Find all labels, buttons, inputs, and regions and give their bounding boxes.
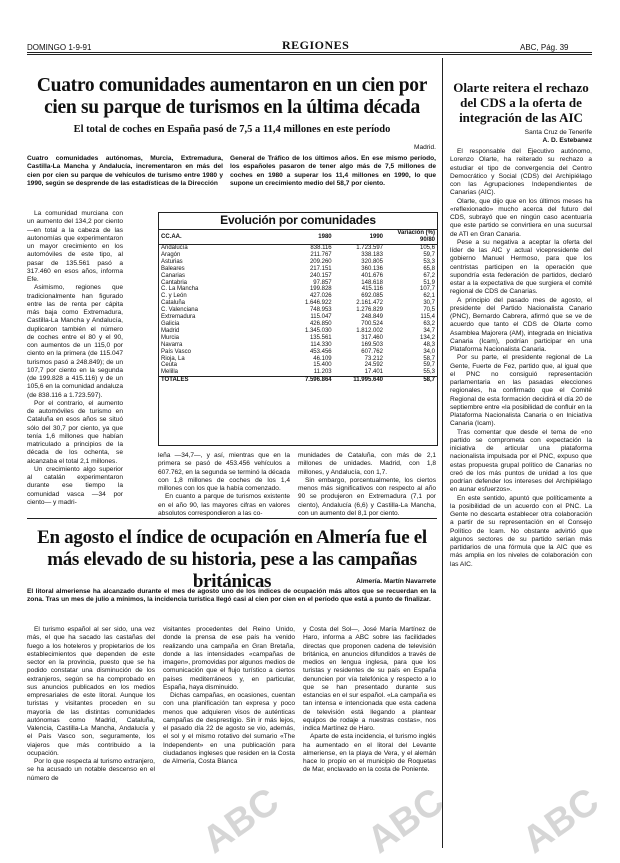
paragraph: La comunidad murciana con un aumento del 134,2 por ciento —en total a la cabeza de las autonomías que experimentaron un mayor crecimiento en los automóviles de este tipo, al pasar de 135.561 pasó a 317.460 en esos años, informa Efe. <box>27 210 123 283</box>
table-cell: Melilla <box>161 369 179 376</box>
paragraph: Por su parte, el presidente regional de La Gente, Fuerte de Fez, partido que, al igual que el PNC no consiguió representación parlamentaria en las pasadas elecciones regionales, ha confirmado que el Comité Regional de esta formación decidirá el día 20 de septiembre entre «la posibilidad de confluir en la Plataforma Nacionalista Canaria o en Iniciativa Canaria (Icam). <box>450 354 592 428</box>
table-cell: Andalucía <box>161 245 188 251</box>
table-cell: 169.503 <box>361 341 383 348</box>
table-cell: 427.026 <box>309 293 332 300</box>
table-cell: 55,3 <box>423 369 435 376</box>
table-cell: Cataluña <box>161 300 186 307</box>
article1-column-1 <box>27 210 123 510</box>
table-row <box>159 266 437 273</box>
article1-dateline: Madrid. <box>414 144 436 151</box>
table-row <box>159 335 437 342</box>
paragraph: Un crecimiento algo superior al catalán experimentaron durante ese tiempo la comunidad vasca —34 por ciento— y madri- <box>27 465 123 506</box>
table-cell: 211.767 <box>310 251 332 258</box>
table-cell: 240.157 <box>309 272 332 279</box>
table-header: 1990 <box>369 233 383 240</box>
table-row <box>159 328 437 335</box>
table-cell: 62,1 <box>423 293 435 300</box>
table-cell: 11.203 <box>313 369 332 376</box>
article3-author: A. D. Estebanez <box>542 137 592 144</box>
table-row <box>159 356 437 363</box>
table-cell: 115,4 <box>420 314 435 321</box>
table-row <box>159 307 437 314</box>
table-cell: 51,9 <box>423 279 435 286</box>
table-cell: C. La Mancha <box>161 286 199 293</box>
table-cell: 73.212 <box>364 355 383 362</box>
abc-watermark: ABC <box>195 780 287 862</box>
table-totals-row <box>159 377 437 384</box>
table-cell: 53,3 <box>423 258 435 265</box>
article2-byline: Almería. Martín Navarrete <box>356 578 436 585</box>
table-cell: 58,7 <box>423 377 435 384</box>
table-cell: 426.850 <box>309 320 332 327</box>
table-header: CC.AA. <box>161 233 182 240</box>
paragraph: y Costa del Sol—, José María Martínez de Haro, informa a ABC sobre las facilidades directas que proponen cadena de televisión británica, en anuncios difundidos a través de medios en lengua inglesa, para que los turistas y residentes de su país en España denuncien por vía telefónica y respecto a lo que se han presentado durante sus estancias en el sur español. «La campaña es tan intensa e intencionada que esta cadena de televisión está llegando a plantear equipos de rodaje a nuestras costas», nos indica Martínez de Haro. <box>303 626 436 732</box>
table-cell: 607.762 <box>361 348 383 355</box>
article1-column-4 <box>298 452 436 517</box>
table-cell: 1.646.922 <box>304 300 332 307</box>
table-cell: 63,2 <box>423 320 435 327</box>
table-cell: 34,0 <box>423 348 435 355</box>
page-number: ABC, Pág. 39 <box>520 43 569 52</box>
table-cell: 317.460 <box>361 334 383 341</box>
article1-subheadline: El total de coches en España pasó de 7,5 a 11,4 millones en este período <box>73 124 391 135</box>
table-cell: 24.592 <box>364 362 383 369</box>
table-cell: 7.596.864 <box>304 377 332 384</box>
table-row <box>159 286 437 293</box>
paragraph: Aparte de esta incidencia, el turismo inglés ha aumentado en el litoral del Levante almeriense, en la playa de Vera, y el alemán hace lo propio en el municipio de Roquetas de Mar, enclavado en la costa de Poniente. <box>303 733 436 774</box>
paragraph: Tras comentar que desde el tema de «no partido se comprometa con expectación la iniciativa de articular una plataforma nacionalista impulsada por el PNC, expuso que estas propuesta grupal político de Canarias no creó de los más puntos de unidad a los que podrían defender los intereses del Archipiélago en aunar esfuerzos». <box>450 428 592 494</box>
issue-date: DOMINGO 1-9-91 <box>27 43 92 52</box>
table-row <box>159 362 437 369</box>
table-cell: 415.116 <box>361 286 383 293</box>
table-header: Variación (%) 90/80 <box>397 230 435 243</box>
table-cell: 1.276.829 <box>356 307 383 314</box>
table-cell: Aragón <box>161 251 181 258</box>
data-table <box>158 212 438 446</box>
abc-watermark: ABC <box>360 780 452 862</box>
table-cell: 48,3 <box>423 341 435 348</box>
header-rule-2 <box>27 54 592 55</box>
column-divider <box>442 58 443 848</box>
table-cell: Galicia <box>161 320 180 327</box>
article2-headline: En agosto el índice de ocupación en Almería fue el más elevado de su historia, pese a las campañas británicas <box>37 527 427 592</box>
paragraph: En este sentido, apuntó que políticamente a la posibilidad de un acuerdo con el PNC. La Gente no descarta establecer otra colaboración a partir de su representación en el Consejo Político de Icam. No obstante advirtió que algunos sectores de su partido serían más partidarios de una fórmula que la AIC que es más amplia en los niveles de colaboración con las AIC. <box>450 494 592 568</box>
table-cell: 97.857 <box>313 279 332 286</box>
table-row <box>159 300 437 307</box>
table-row <box>159 293 437 300</box>
paragraph: En cuanto a parque de turismos existente en el año 90, las mayores cifras en valores absolutos correspondieron a las co- <box>158 493 290 517</box>
table-row <box>159 369 437 376</box>
table-cell: 11.995.640 <box>353 377 383 384</box>
table-cell: 67,2 <box>423 272 435 279</box>
paragraph: Pese a su negativa a aceptar la oferta del líder de las AIC y actual vicepresidente del gobierno Manuel Hermoso, para que los centristas participen en la operación que supondría esta federación de partidos, declaró estar a la expectativa de que surgiera el comité regional de CDS de Canarias. <box>450 238 592 296</box>
paragraph: El turismo español al ser sido, una vez más, el que ha sacado las castañas del fuego a los hoteleros y propietarios de los establecimientos que dependen de este sector en la provincia, puesto que se ha podido constatar una disminución de los extranjeros, según se ha comprobado en sus anuncios publicados en los medios empresariales de este litoral. Aunque los turistas y visitantes proceden en su mayoría de las distintas comunidades autónomas como Madrid, Cataluña, Valencia, Castilla-La Mancha, Andalucía y el País Vasco son, seguramente, los viajeros que más contribuido a la ocupación. <box>27 626 155 757</box>
table-cell: 1.812.002 <box>356 327 383 334</box>
table-title: Evolución por comunidades <box>159 213 437 230</box>
table-cell: 107,7 <box>419 286 435 293</box>
table-cell: 59,7 <box>423 362 435 369</box>
table-cell: 148.618 <box>361 279 383 286</box>
table-cell: 401.676 <box>361 272 383 279</box>
table-cell: 838.116 <box>310 245 332 251</box>
table-row <box>159 342 437 349</box>
table-cell: 70,5 <box>423 307 435 314</box>
table-cell: Cantabria <box>161 279 188 286</box>
article3-dateline: Santa Cruz de Tenerife <box>524 129 592 136</box>
table-cell: 1.723.597 <box>356 245 383 251</box>
table-cell: 34,7 <box>423 327 435 334</box>
table-cell: 2.161.472 <box>356 300 383 307</box>
article3-headline: Olarte reitera el rechazo del CDS a la oferta de integración de las AIC <box>453 80 589 125</box>
table-cell: 15.400 <box>313 362 332 369</box>
article1-column-3 <box>158 452 290 517</box>
paragraph: Sin embargo, porcentualmente, los ciertos menos más significativos con respecto al año 90 se produjeron en Extremadura (7,1 por ciento), Andalucía (6,6) y Castilla-La Mancha, con un aumento del 8,1 por ciento. <box>298 476 436 517</box>
article1-headline: Cuatro comunidades aumentaron en un cien por cien su parque de turismos en la última década <box>36 75 428 118</box>
table-cell: País Vasco <box>161 348 191 355</box>
table-cell: Asturias <box>161 258 183 265</box>
paragraph: Por el contrario, el aumento de automóviles de turismo en Cataluña en esos años se situó sólo del 30,7 por ciento, ya que tenía 1,6 millones que habían matriculado a principios de la década de los ochenta, se alcanzaba el total 2,1 millones. <box>27 399 123 465</box>
table-cell: 46.109 <box>313 355 332 362</box>
article3-body <box>450 148 592 850</box>
paragraph: El responsable del Ejecutivo autónomo, Lorenzo Olarte, ha reiterado su rechazo a estudiar el tipo de convergencia del Centro Democrático y Social (CDS) del Archipiélago con las Agrupaciones Independientes de Canarias (AIC). <box>450 148 592 197</box>
table-cell: Rioja, La <box>161 355 185 362</box>
table-cell: 360.136 <box>361 265 383 272</box>
table-cell: 453.456 <box>309 348 332 355</box>
table-row <box>159 252 437 259</box>
abc-watermark: ABC <box>515 780 607 862</box>
table-cell: 217.151 <box>309 265 332 272</box>
paragraph: visitantes procedentes del Reino Unido, donde la prensa de ese país ha venido realizando una campaña en Gran Bretaña, donde a las intensidades «campañas de imagen», promovidas por algunos medios de comunicación que el flujo turístico a ciertos países mediterráneos y, en particular, España, haya disminuido. <box>163 626 295 691</box>
table-cell: 17.401 <box>364 369 383 376</box>
table-row <box>159 349 437 356</box>
table-cell: 1.345.030 <box>304 327 332 334</box>
table-row <box>159 321 437 328</box>
table-row <box>159 314 437 321</box>
paragraph: Asimismo, regiones que tradicionalmente han figurado entre las de renta per cápita más baja como Extremadura, Castilla-La Mancha y Andalucía, duplicaron también el número de coches entre el 80 y el 90, con aumentos de un 115,0 por ciento en la primera (de 115.047 turismos pasó a 248.849); de un 107,7 por ciento en la segunda (de 199.828 a 415.116) y de un 105,6 en la comunidad andaluza (de 838.116 a 1.723.597). <box>27 284 123 399</box>
table-cell: 320.805 <box>361 258 383 265</box>
table-cell: 134,2 <box>419 334 435 341</box>
paragraph: A principio del pasado mes de agosto, el presidente del Partido Nacionalista Canario (PNC), Bernardo Cabrera, afirmó que se ve de acuerdo que tanto el CDS de Olarte como Asamblea Majorera (AM), integrada en Iniciativa Canaria (Icam), podrían participar en una Plataforma Nacionalista Canaria. <box>450 296 592 353</box>
paragraph: leña —34,7—, y así, mientras que en la primera se pasó de 453.456 vehículos a 607.762, en la segunda se terminó la década con 1,8 millones de coches de los 1,4 millones con los que la había comenzado. <box>158 452 290 492</box>
table-row <box>159 245 437 252</box>
table-row <box>159 259 437 266</box>
table-cell: Madrid <box>161 327 180 334</box>
table-cell: 209.260 <box>309 258 332 265</box>
table-cell: 114.330 <box>310 341 332 348</box>
paragraph: Por lo que respecta al turismo extranjero, se ha acusado un notable descenso en el número de <box>27 758 155 782</box>
table-cell: 65,8 <box>423 265 435 272</box>
table-cell: 105,6 <box>419 245 435 251</box>
article1-lead-b: General de Tráfico de los últimos años. En ese mismo período, los españoles pasaron de tener algo más de 7,5 millones de coches en 1980 a superar los 11,4 millones en 1990, lo que supone un crecimiento medio del 58,7 por ciento. <box>230 155 436 187</box>
table-cell: Extremadura <box>161 314 196 321</box>
section-title: REGIONES <box>282 38 350 52</box>
table-cell: 115.047 <box>310 314 332 321</box>
table-cell: 248.849 <box>361 314 383 321</box>
paragraph: munidades de Cataluña, con más de 2,1 millones de unidades. Madrid, con 1,8 millones, y Andalucía, con 1,7. <box>298 452 436 476</box>
table-cell: C. y León <box>161 293 187 300</box>
table-cell: 748.953 <box>309 307 332 314</box>
table-header: 1980 <box>318 233 332 240</box>
article2-column-1 <box>27 626 155 848</box>
table-cell: 199.828 <box>309 286 332 293</box>
table-cell: 58,7 <box>423 355 435 362</box>
paragraph: Olarte, que dijo que en los últimos meses ha «reflexionado» mucho acerca del futuro del CDS, subrayó que en ningún caso acentuaría que este partido se convirtiera en una sucursal de ATI en Gran Canaria. <box>450 197 592 238</box>
table-cell: Baleares <box>161 265 185 272</box>
table-cell: C. Valenciana <box>161 307 198 314</box>
table-cell: Murcia <box>161 334 180 341</box>
header-rule <box>27 52 592 53</box>
table-header-row <box>159 230 437 245</box>
table-cell: 338.183 <box>361 251 383 258</box>
table-cell: 30,7 <box>423 300 435 307</box>
table-cell: 700.524 <box>361 320 383 327</box>
table-cell: 692.085 <box>361 293 383 300</box>
article-separator <box>27 518 437 519</box>
article2-lead: El litoral almeriense ha alcanzado durante el mes de agosto uno de los índices de ocupación más altos que se recuerdan en la zona. Tras un mes de julio a mínimos, la incidencia turística llegó casi al cien por cien en el período que está a punto de finalizar. <box>27 588 436 604</box>
paragraph: Dichas campañas, en ocasiones, cuentan con una planificación tan expresa y poco menos que adquieren visos de auténticas campañas de desprestigio. Sin ir más lejos, el pasado día 22 de agosto se vio, además, el sol y el mismo rotativo del sumario «The Independent» en una publicación para ciudadanos ingleses que residen en la Costa de Almería, Costa Blanca <box>163 692 295 765</box>
table-cell: Canarias <box>161 272 186 279</box>
table-row <box>159 280 437 287</box>
article1-lead-a: Cuatro comunidades autónomas, Murcia, Extremadura, Castilla-La Mancha y Andalucía, incrementaron en más del cien por cien su parque de vehículos de turismo entre 1980 y 1990, según se desprende de las estadísticas de la Dirección <box>27 155 223 187</box>
table-cell: 59,7 <box>423 251 435 258</box>
table-row <box>159 273 437 280</box>
table-cell: Ceuta <box>161 362 178 369</box>
table-cell: Navarra <box>161 341 183 348</box>
table-cell: TOTALES <box>161 377 189 384</box>
table-cell: 135.561 <box>309 334 332 341</box>
